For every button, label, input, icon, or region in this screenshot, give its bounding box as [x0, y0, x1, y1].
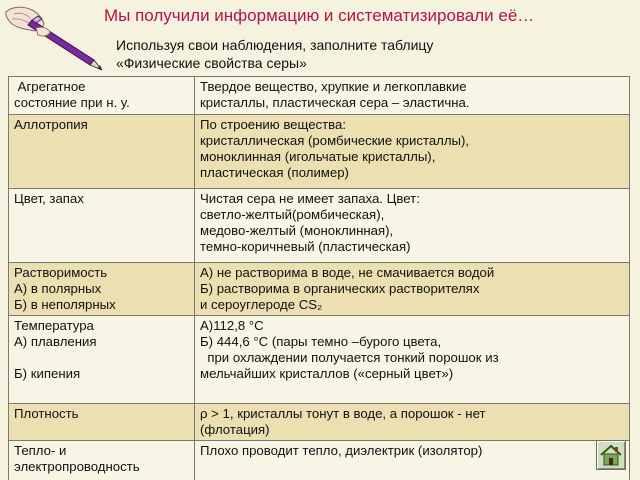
property-value-line: ρ > 1, кристаллы тонут в воде, а порошок - нет	[200, 406, 486, 421]
subtitle-line-1: Используя свои наблюдения, заполните таблицу	[116, 37, 434, 53]
properties-table-body	[9, 77, 630, 480]
property-name-line: Температура	[14, 318, 94, 333]
property-name-cell	[9, 441, 195, 480]
property-value-line: Чистая сера не имеет запаха. Цвет:	[200, 191, 420, 206]
property-name-cell	[9, 404, 195, 441]
property-name-line: Растворимость	[14, 265, 108, 280]
property-name-cell	[9, 115, 195, 189]
property-value-line: По строению вещества:	[200, 117, 347, 132]
slide-title: Мы получили информацию и систематизировали её…	[104, 6, 535, 25]
property-value-cell	[195, 441, 630, 480]
property-value-line: кристаллы, пластическая сера – эластична.	[200, 95, 470, 110]
property-value-line: моноклинная (игольчатые кристаллы),	[200, 149, 436, 164]
property-name-line: А) в полярных	[14, 281, 102, 296]
property-name-line: электропроводность	[14, 459, 140, 474]
property-name-cell	[9, 263, 195, 316]
table-row	[9, 316, 630, 404]
property-value-line: Твердое вещество, хрупкие и легкоплавкие	[200, 79, 467, 94]
property-value-line: Б) 444,6 °С (пары темно –бурого цвета,	[200, 334, 442, 349]
property-name-line: состояние при н. у.	[14, 95, 130, 110]
property-name-line: Агрегатное	[14, 79, 86, 94]
table-row	[9, 404, 630, 441]
property-value-line: Б) растворима в органических растворителях	[200, 281, 480, 296]
property-name-cell	[9, 316, 195, 404]
property-value-line: А) не растворима в воде, не смачивается водой	[200, 265, 495, 280]
property-name-line: Аллотропия	[14, 117, 88, 132]
property-name-line: Плотность	[14, 406, 79, 421]
hand-writing-pen-icon	[2, 2, 112, 78]
table-row	[9, 77, 630, 115]
property-value-cell	[195, 316, 630, 404]
table-row	[9, 441, 630, 480]
property-name-line: А) плавления	[14, 334, 97, 349]
property-value-line: медово-желтый (моноклинная),	[200, 223, 394, 238]
property-name-cell	[9, 77, 195, 115]
properties-table	[8, 76, 630, 480]
property-name-line: Б) в неполярных	[14, 297, 116, 312]
property-name-line	[14, 350, 189, 366]
property-value-cell	[195, 189, 630, 263]
table-row	[9, 115, 630, 189]
property-value-cell	[195, 263, 630, 316]
property-value-line: Плохо проводит тепло, диэлектрик (изолятор)	[200, 443, 483, 458]
property-name-line: Б) кипения	[14, 366, 81, 381]
property-name-line: Цвет, запах	[14, 191, 84, 206]
property-name-line: Тепло- и	[14, 443, 67, 458]
property-value-line: светло-желтый(ромбическая),	[200, 207, 385, 222]
table-row	[9, 189, 630, 263]
property-value-line: и сероуглероде CS₂	[200, 297, 323, 312]
subtitle-line-2: «Физические свойства серы»	[116, 55, 307, 71]
property-value-line: кристаллическая (ромбические кристаллы),	[200, 133, 470, 148]
property-value-line: мельчайших кристаллов («серный цвет»)	[200, 366, 454, 381]
property-name-cell	[9, 189, 195, 263]
property-value-line: при охлаждении получается тонкий порошок из	[200, 350, 499, 365]
table-row	[9, 263, 630, 316]
property-value-line: (флотация)	[200, 422, 270, 437]
property-value-line: А)112,8 °С	[200, 318, 264, 333]
home-button[interactable]	[596, 440, 626, 470]
property-value-line: темно-коричневый (пластическая)	[200, 239, 411, 254]
property-value-line: пластическая (полимер)	[200, 165, 349, 180]
slide-subtitle	[116, 36, 433, 72]
property-value-cell	[195, 77, 630, 115]
property-value-cell	[195, 115, 630, 189]
home-icon	[597, 441, 625, 469]
property-value-cell	[195, 404, 630, 441]
